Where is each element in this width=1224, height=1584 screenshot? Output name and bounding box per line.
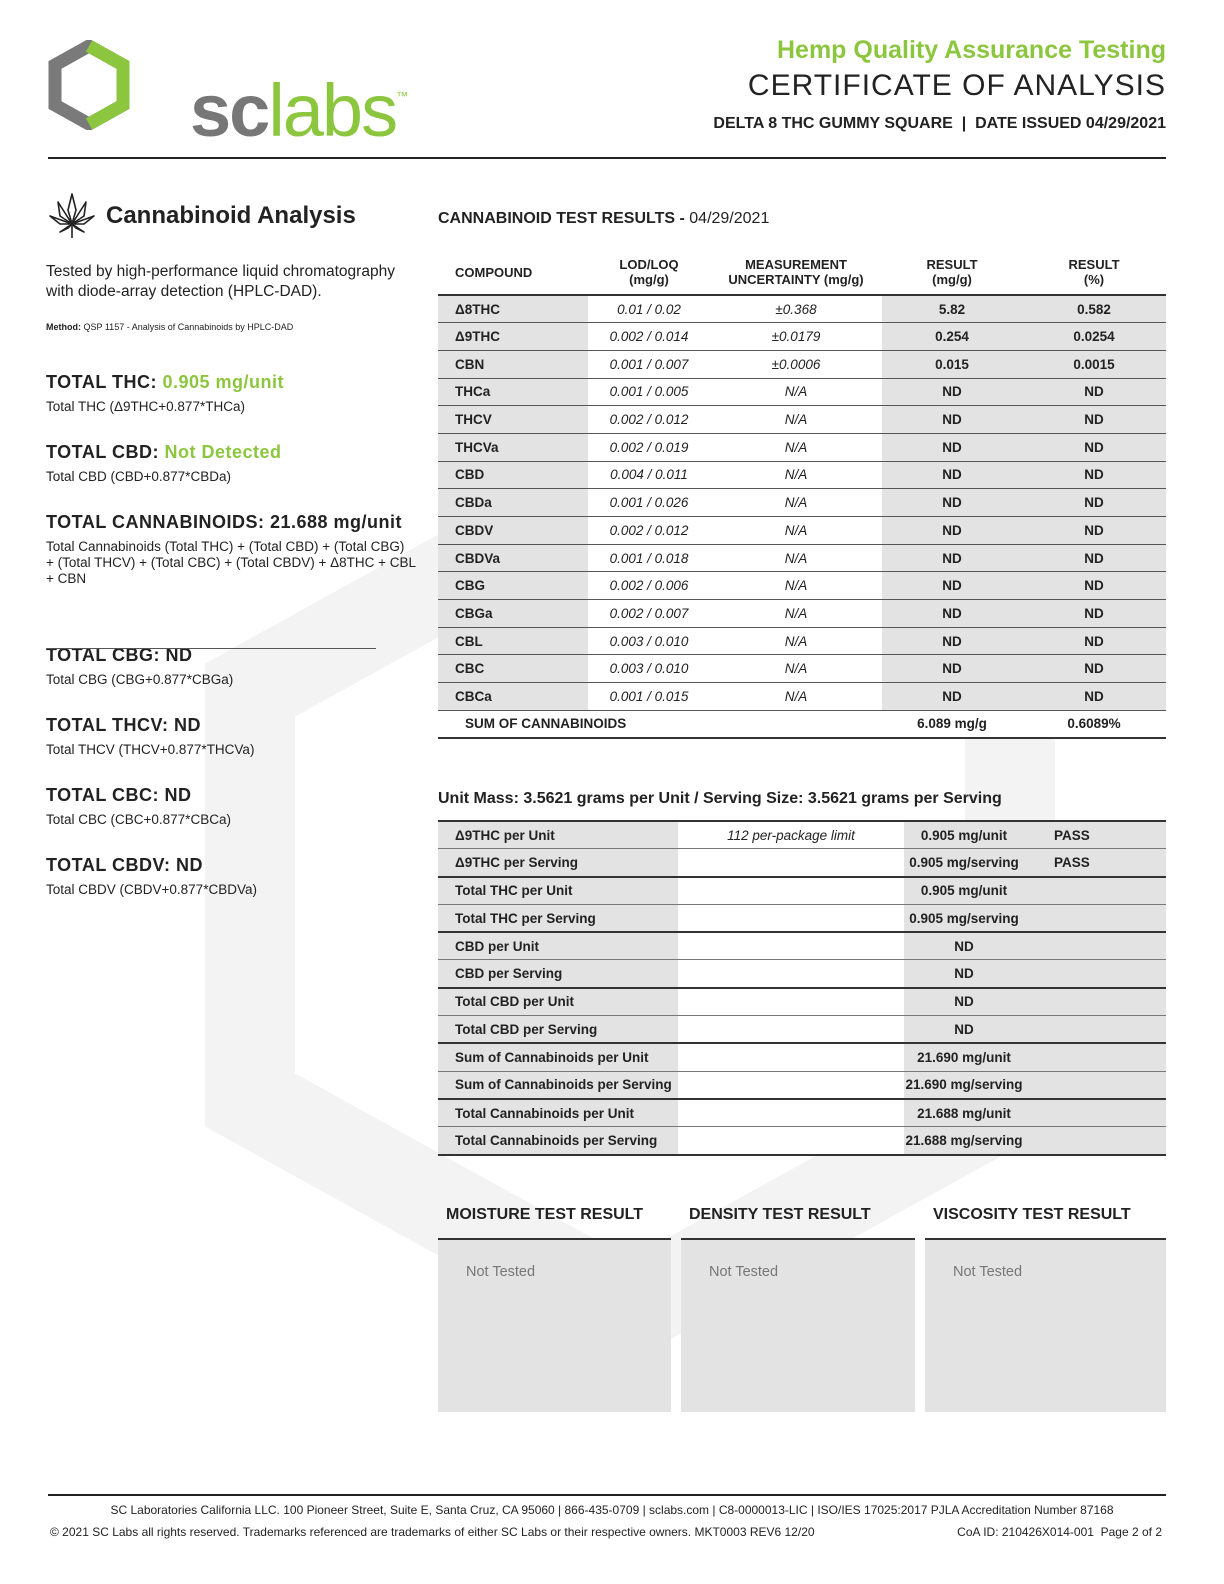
result-pct-value: ND (1022, 517, 1166, 545)
col-compound: COMPOUND (438, 250, 588, 295)
header-title: CERTIFICATE OF ANALYSIS (747, 69, 1166, 102)
unit-metric-label: Total Cannabinoids per Unit (438, 1099, 678, 1127)
logo-labs: labs (268, 69, 397, 152)
lod-loq-value: 0.002 / 0.012 (588, 517, 710, 545)
unit-metric-label: Sum of Cannabinoids per Unit (438, 1043, 678, 1071)
uncertainty-value: ±0.0179 (710, 323, 882, 351)
total-block (46, 715, 416, 758)
compound-name: CBDV (438, 517, 588, 545)
col-lod-line1: LOD/LOQ (619, 257, 679, 272)
unit-metric-value: 21.688 mg/unit (904, 1099, 1024, 1127)
result-mg-value: ND (882, 683, 1022, 711)
uncertainty-value: ±0.0006 (710, 350, 882, 378)
table-row (438, 572, 1166, 600)
total-block (46, 512, 416, 587)
header-meta: DELTA 8 THC GUMMY SQUARE | DATE ISSUED 04/29/2021 (713, 115, 1166, 132)
table-row (438, 1099, 1166, 1127)
result-mg-value: ND (882, 489, 1022, 517)
table-row (438, 655, 1166, 683)
unit-metric-limit (678, 877, 904, 905)
cannabinoid-analysis-title: Cannabinoid Analysis (106, 202, 356, 229)
results-body (438, 295, 1166, 710)
result-mg-value: ND (882, 406, 1022, 434)
col-unc-line1: MEASUREMENT (745, 257, 847, 272)
header-divider (48, 157, 1166, 159)
result-mg-value: 0.254 (882, 323, 1022, 351)
result-pct-value: ND (1022, 378, 1166, 406)
uncertainty-value: N/A (710, 433, 882, 461)
table-row (438, 517, 1166, 545)
uncertainty-value: ±0.368 (710, 295, 882, 323)
total-formula: Total CBG (CBG+0.877*CBGa) (46, 672, 234, 687)
total-formula: Total CBDV (CBDV+0.877*CBDVa) (46, 882, 257, 897)
unit-metric-limit (678, 932, 904, 960)
analysis-method (46, 322, 416, 332)
result-pct-value: ND (1022, 655, 1166, 683)
density-test-value: Not Tested (681, 1240, 915, 1412)
lod-loq-value: 0.001 / 0.026 (588, 489, 710, 517)
total-block (46, 785, 416, 828)
sum-of-cannabinoids-row (438, 710, 1166, 738)
table-row (438, 489, 1166, 517)
total-label-text: TOTAL CBG: ND (46, 645, 193, 665)
total-formula: Total THCV (THCV+0.877*THCVa) (46, 742, 255, 757)
table-row (438, 1016, 1166, 1044)
cannabinoid-results-table (438, 250, 1166, 739)
unit-metric-value: ND (904, 960, 1024, 988)
lod-loq-value: 0.002 / 0.019 (588, 433, 710, 461)
unit-metric-status (1024, 1071, 1166, 1099)
col-r2-line2: (%) (1083, 272, 1105, 287)
unit-serving-table (438, 820, 1166, 1156)
table-row (438, 350, 1166, 378)
sum-label: SUM OF CANNABINOIDS (438, 710, 882, 738)
total-formula: Total CBD (CBD+0.877*CBDa) (46, 469, 231, 484)
uncertainty-value: N/A (710, 572, 882, 600)
result-pct-value: 0.0254 (1022, 323, 1166, 351)
unit-metric-value: 0.905 mg/serving (904, 904, 1024, 932)
total-value: 0.905 mg/unit (162, 372, 285, 392)
result-pct-value: ND (1022, 627, 1166, 655)
unit-metric-limit (678, 960, 904, 988)
results-header-row (438, 250, 1166, 295)
unit-metric-value: 0.905 mg/serving (904, 849, 1024, 877)
unit-metric-status: PASS (1024, 821, 1166, 849)
left-divider (46, 648, 376, 649)
result-pct-value: ND (1022, 600, 1166, 628)
unit-metric-value: 21.688 mg/serving (904, 1127, 1024, 1155)
col-lod-line2: (mg/g) (629, 272, 669, 287)
table-row (438, 406, 1166, 434)
viscosity-test-box (925, 1206, 1166, 1412)
col-lod-loq (588, 250, 710, 295)
result-mg-value: 0.015 (882, 350, 1022, 378)
compound-name: Δ9THC (438, 323, 588, 351)
unit-metric-status (1024, 988, 1166, 1016)
col-r2-line1: RESULT (1068, 257, 1120, 272)
table-row (438, 821, 1166, 849)
unit-metric-label: Total CBD per Unit (438, 988, 678, 1016)
result-pct-value: ND (1022, 683, 1166, 711)
total-label (46, 715, 416, 736)
result-mg-value: ND (882, 517, 1022, 545)
logo-wordmark (190, 69, 407, 152)
compound-name: CBDa (438, 489, 588, 517)
moisture-test-box (438, 1206, 671, 1412)
table-row (438, 600, 1166, 628)
unit-metric-limit: 112 per-package limit (678, 821, 904, 849)
sum-mg: 6.089 mg/g (882, 710, 1022, 738)
table-row (438, 378, 1166, 406)
result-pct-value: ND (1022, 572, 1166, 600)
unit-metric-limit (678, 1127, 904, 1155)
compound-name: CBD (438, 461, 588, 489)
unit-metric-limit (678, 1099, 904, 1127)
uncertainty-value: N/A (710, 627, 882, 655)
total-label-text: TOTAL CBC: ND (46, 785, 192, 805)
total-label (46, 442, 416, 463)
unit-metric-status (1024, 932, 1166, 960)
table-row (438, 1043, 1166, 1071)
compound-name: CBDVa (438, 544, 588, 572)
total-label (46, 512, 416, 533)
result-pct-value: 0.0015 (1022, 350, 1166, 378)
total-formula: Total Cannabinoids (Total THC) + (Total CBD) + (Total CBG) + (Total THCV) + (Total CBC) + (Total CBDV) + Δ8THC + CBL + CBN (46, 539, 416, 586)
table-row (438, 1127, 1166, 1155)
unit-metric-status (1024, 1099, 1166, 1127)
sum-pct: 0.6089% (1022, 710, 1166, 738)
result-mg-value: ND (882, 378, 1022, 406)
lod-loq-value: 0.001 / 0.018 (588, 544, 710, 572)
unit-metric-status (1024, 877, 1166, 905)
table-row (438, 877, 1166, 905)
compound-name: CBG (438, 572, 588, 600)
result-pct-value: ND (1022, 544, 1166, 572)
compound-name: CBGa (438, 600, 588, 628)
unit-metric-label: Total THC per Serving (438, 904, 678, 932)
compound-name: CBC (438, 655, 588, 683)
density-test-title: DENSITY TEST RESULT (681, 1206, 915, 1240)
viscosity-test-value: Not Tested (925, 1240, 1166, 1412)
total-value: Not Detected (164, 442, 282, 462)
unit-metric-label: Sum of Cannabinoids per Serving (438, 1071, 678, 1099)
totals-top-list (46, 372, 416, 587)
lod-loq-value: 0.001 / 0.005 (588, 378, 710, 406)
unit-metric-label: CBD per Serving (438, 960, 678, 988)
result-pct-value: 0.582 (1022, 295, 1166, 323)
lod-loq-value: 0.003 / 0.010 (588, 627, 710, 655)
footer-divider (48, 1494, 1166, 1496)
table-row (438, 960, 1166, 988)
table-row (438, 683, 1166, 711)
table-row (438, 849, 1166, 877)
footer-coa-id: CoA ID: 210426X014-001 Page 2 of 2 (957, 1525, 1162, 1539)
result-mg-value: ND (882, 544, 1022, 572)
total-label-text: TOTAL CBD: (46, 442, 165, 462)
result-mg-value: ND (882, 461, 1022, 489)
method-text: QSP 1157 - Analysis of Cannabinoids by HPLC-DAD (81, 322, 294, 332)
result-mg-value: ND (882, 433, 1022, 461)
unit-metric-status (1024, 960, 1166, 988)
unit-metric-limit (678, 1043, 904, 1071)
unit-metric-status (1024, 1127, 1166, 1155)
col-r1-line1: RESULT (926, 257, 978, 272)
total-label (46, 372, 416, 393)
table-row (438, 1071, 1166, 1099)
total-label-text: TOTAL THC: (46, 372, 163, 392)
cannabinoid-summary (46, 190, 416, 898)
result-mg-value: ND (882, 572, 1022, 600)
unit-metric-label: Total THC per Unit (438, 877, 678, 905)
unit-metric-status (1024, 904, 1166, 932)
table-row (438, 988, 1166, 1016)
uncertainty-value: N/A (710, 544, 882, 572)
lod-loq-value: 0.003 / 0.010 (588, 655, 710, 683)
lod-loq-value: 0.004 / 0.011 (588, 461, 710, 489)
totals-bottom-list (46, 645, 416, 898)
cannabinoid-analysis-heading (46, 190, 416, 242)
logo-trademark: ™ (396, 89, 407, 103)
unit-metric-limit (678, 1016, 904, 1044)
col-unc-line2: UNCERTAINTY (mg/g) (728, 272, 864, 287)
unit-metric-limit (678, 1071, 904, 1099)
result-pct-value: ND (1022, 433, 1166, 461)
table-row (438, 932, 1166, 960)
unit-mass-title: Unit Mass: 3.5621 grams per Unit / Serving Size: 3.5621 grams per Serving (438, 790, 1002, 807)
table-row (438, 627, 1166, 655)
compound-name: CBCa (438, 683, 588, 711)
compound-name: THCa (438, 378, 588, 406)
compound-name: THCV (438, 406, 588, 434)
lod-loq-value: 0.002 / 0.006 (588, 572, 710, 600)
uncertainty-value: N/A (710, 378, 882, 406)
lod-loq-value: 0.002 / 0.012 (588, 406, 710, 434)
method-label: Method: (46, 322, 81, 332)
unit-metric-value: 21.690 mg/unit (904, 1043, 1024, 1071)
analysis-description: Tested by high-performance liquid chromatography with diode-array detection (HPLC-DAD). (46, 263, 395, 300)
uncertainty-value: N/A (710, 600, 882, 628)
unit-metric-value: 0.905 mg/unit (904, 877, 1024, 905)
unit-metric-label: Δ9THC per Serving (438, 849, 678, 877)
unit-metric-label: Total Cannabinoids per Serving (438, 1127, 678, 1155)
moisture-test-title: MOISTURE TEST RESULT (438, 1206, 671, 1240)
viscosity-test-title: VISCOSITY TEST RESULT (925, 1206, 1166, 1240)
results-date: 04/29/2021 (689, 210, 770, 227)
uncertainty-value: N/A (710, 406, 882, 434)
lod-loq-value: 0.001 / 0.015 (588, 683, 710, 711)
header-titles (713, 36, 1166, 133)
result-mg-value: ND (882, 655, 1022, 683)
compound-name: CBL (438, 627, 588, 655)
lod-loq-value: 0.01 / 0.02 (588, 295, 710, 323)
uncertainty-value: N/A (710, 489, 882, 517)
total-label (46, 855, 416, 876)
col-uncertainty (710, 250, 882, 295)
result-pct-value: ND (1022, 489, 1166, 517)
unit-metric-label: Δ9THC per Unit (438, 821, 678, 849)
unit-metric-value: ND (904, 932, 1024, 960)
result-mg-value: ND (882, 627, 1022, 655)
result-mg-value: 5.82 (882, 295, 1022, 323)
col-r1-line2: (mg/g) (932, 272, 972, 287)
lod-loq-value: 0.002 / 0.007 (588, 600, 710, 628)
unit-body (438, 821, 1166, 1155)
table-row (438, 904, 1166, 932)
unit-metric-value: ND (904, 988, 1024, 1016)
result-pct-value: ND (1022, 406, 1166, 434)
table-row (438, 295, 1166, 323)
unit-metric-limit (678, 849, 904, 877)
total-block (46, 372, 416, 415)
total-formula: Total CBC (CBC+0.877*CBCa) (46, 812, 231, 827)
result-mg-value: ND (882, 600, 1022, 628)
compound-name: THCVa (438, 433, 588, 461)
compound-name: Δ8THC (438, 295, 588, 323)
unit-metric-limit (678, 988, 904, 1016)
results-title-label: CANNABINOID TEST RESULTS - (438, 210, 690, 227)
col-result-pct (1022, 250, 1166, 295)
uncertainty-value: N/A (710, 655, 882, 683)
total-label-text: TOTAL CANNABINOIDS: 21.688 mg/unit (46, 512, 403, 532)
uncertainty-value: N/A (710, 461, 882, 489)
unit-metric-value: 21.690 mg/serving (904, 1071, 1024, 1099)
total-label (46, 785, 416, 806)
logo-sc: sc (190, 69, 269, 152)
lod-loq-value: 0.001 / 0.007 (588, 350, 710, 378)
table-row (438, 544, 1166, 572)
lod-loq-value: 0.002 / 0.014 (588, 323, 710, 351)
uncertainty-value: N/A (710, 517, 882, 545)
table-row (438, 323, 1166, 351)
cannabis-leaf-icon (46, 190, 98, 242)
unit-metric-value: 0.905 mg/unit (904, 821, 1024, 849)
header-subtitle: Hemp Quality Assurance Testing (777, 36, 1166, 64)
compound-name: CBN (438, 350, 588, 378)
density-test-box (681, 1206, 915, 1412)
unit-metric-status (1024, 1016, 1166, 1044)
footer-copyright: © 2021 SC Labs all rights reserved. Trademarks referenced are trademarks of either SC Labs or their respective owners. MKT0003 REV6 12/20 (50, 1525, 815, 1539)
table-row (438, 433, 1166, 461)
unit-metric-label: CBD per Unit (438, 932, 678, 960)
unit-metric-status: PASS (1024, 849, 1166, 877)
col-result-mg (882, 250, 1022, 295)
hexagon-ring-logo-icon (48, 40, 130, 130)
total-label-text: TOTAL CBDV: ND (46, 855, 204, 875)
footer-address: SC Laboratories California LLC. 100 Pioneer Street, Suite E, Santa Cruz, CA 95060 | 866-435-0709 | sclabs.com | C8-0000013-LIC | ISO/IES 17025:2017 PJLA Accreditation Number 87168 (110, 1503, 1114, 1517)
uncertainty-value: N/A (710, 683, 882, 711)
total-formula: Total THC (Δ9THC+0.877*THCa) (46, 399, 245, 414)
total-block (46, 442, 416, 485)
unit-metric-value: ND (904, 1016, 1024, 1044)
total-block (46, 855, 416, 898)
total-label-text: TOTAL THCV: ND (46, 715, 201, 735)
sc-labs-logo (48, 40, 407, 152)
moisture-test-value: Not Tested (438, 1240, 671, 1412)
unit-metric-limit (678, 904, 904, 932)
table-row (438, 461, 1166, 489)
unit-metric-label: Total CBD per Serving (438, 1016, 678, 1044)
unit-metric-status (1024, 1043, 1166, 1071)
total-block (46, 645, 416, 688)
result-pct-value: ND (1022, 461, 1166, 489)
results-title (438, 210, 769, 228)
